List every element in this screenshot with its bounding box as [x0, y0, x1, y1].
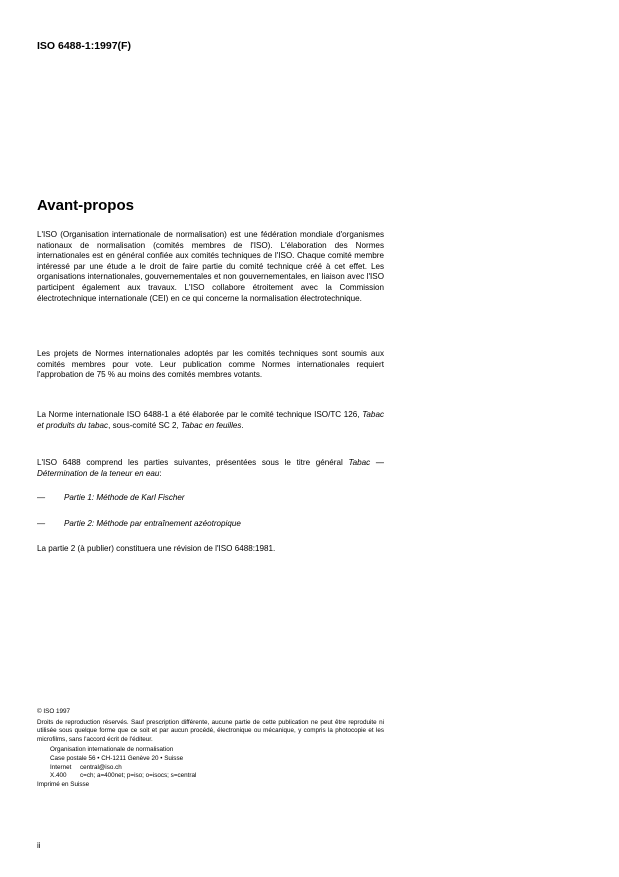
- copyright-footer: [37, 708, 384, 789]
- general-title: Tabac — Détermination de la teneur en eau: [37, 458, 384, 478]
- postal-address: Case postale 56 • CH-1211 Genève 20 • Suisse: [50, 754, 184, 762]
- list-dash: —: [37, 493, 46, 502]
- org-name: Organisation internationale de normalisation: [50, 746, 174, 754]
- internet-label: Internet: [50, 763, 72, 771]
- list-item: [37, 493, 185, 504]
- text-span: :: [159, 468, 162, 478]
- list-dash: —: [37, 519, 46, 528]
- paragraph-text: [37, 410, 384, 431]
- internet-value: central@iso.ch: [80, 763, 122, 771]
- text-span: L'ISO 6488 comprend les parties suivantes, présentées sous le titre général: [37, 458, 349, 467]
- text-span: , sous-comité SC 2,: [108, 420, 181, 430]
- paragraph-revision: [37, 544, 384, 555]
- paragraph-text: [37, 458, 384, 479]
- paragraph-text: Les projets de Normes internationales adoptés par les comités techniques sont soumis aux comités membres pour vote. Leur publication comme Normes internationales requiert l'approbation de 75 % au moins des comités membres votants.: [37, 349, 384, 380]
- page-number: ii: [37, 841, 41, 850]
- x400-line: [37, 772, 384, 781]
- x400-label: X.400: [50, 772, 67, 780]
- internet-line: [37, 764, 384, 773]
- committee-title: Tabac et produits du tabac: [37, 410, 384, 430]
- paragraph-drafts: [37, 349, 384, 381]
- document-id: ISO 6488-1:1997(F): [37, 40, 131, 52]
- rights-notice: Droits de reproduction réservés. Sauf prescription différente, aucune partie de cette publication ne peut être reproduite ni utilisée sous quelque forme que ce soit et par aucun procédé, électronique ou mécanique, y compris la photocopie et les microfilms, sans l'accord écrit de l'éditeur.: [37, 718, 384, 743]
- paragraph-text: L'ISO (Organisation internationale de normalisation) est une fédération mondiale d'organismes nationaux de normalisation (comités membres de l'ISO). L'élaboration des Normes internationales est en général confiée aux comités techniques de l'ISO. Chaque comité membre intéressé par une étude a le droit de faire partie du comité technique créé à cet effet. Les organisations internationales, gouvernementales et non gouvernementales, en liaison avec l'ISO participent également aux travaux. L'ISO collabore étroitement avec la Commission électrotechnique internationale (CEI) en ce qui concerne la normalisation électrotechnique.: [37, 230, 384, 303]
- copyright-line: © ISO 1997: [37, 708, 70, 715]
- list-item: [37, 519, 241, 530]
- list-item-text: Partie 1: Méthode de Karl Fischer: [64, 493, 185, 502]
- text-span: .: [241, 420, 244, 430]
- subcommittee-title: Tabac en feuilles: [180, 420, 242, 430]
- paragraph-iso-intro: [37, 230, 384, 304]
- x400-value: c=ch; a=400net; p=iso; o=isocs; s=central: [80, 772, 197, 780]
- paragraph-text: La partie 2 (à publier) constituera une révision de l'ISO 6488:1981.: [37, 544, 276, 553]
- list-item-text: Partie 2: Méthode par entraînement azéotropique: [64, 519, 241, 528]
- paragraph-parts: [37, 458, 384, 479]
- paragraph-preparation: [37, 410, 384, 431]
- printed-in: Imprimé en Suisse: [37, 780, 90, 788]
- text-span: La Norme internationale ISO 6488-1 a été élaborée par le comité technique ISO/TC 126,: [37, 410, 363, 419]
- section-heading: Avant-propos: [37, 197, 134, 214]
